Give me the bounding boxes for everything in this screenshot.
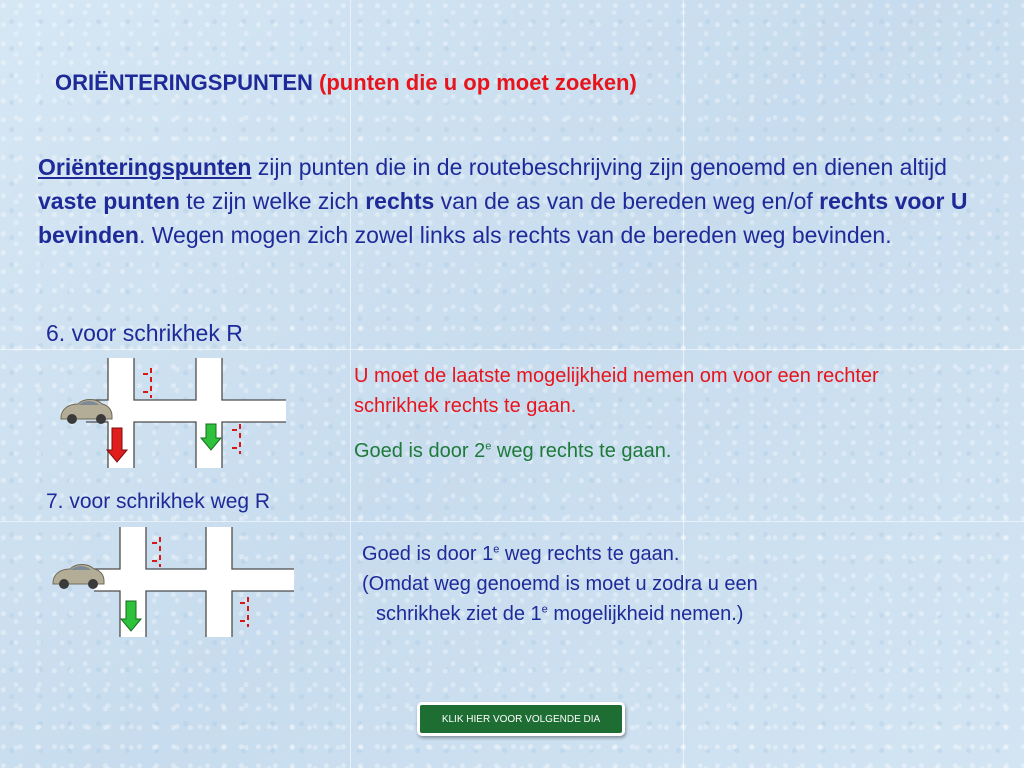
section6-good-sup: e	[485, 440, 492, 453]
section6-instruction: U moet de laatste mogelijkheid nemen om voor een rechter schrikhek rechts te gaan.	[354, 365, 879, 417]
car-icon	[61, 400, 112, 425]
section7-line3-sup: e	[541, 603, 548, 616]
intro-bold-3: rechts voor U bevinden	[38, 188, 968, 248]
background-gridline	[0, 349, 1024, 350]
car-icon	[53, 565, 104, 590]
schrikhek-icon	[143, 368, 151, 398]
intro-text-4: . Wegen mogen zich zowel links als rechts van de bereden weg bevinden.	[138, 222, 892, 248]
section7-line1	[362, 539, 982, 569]
intro-text-2: te zijn welke zich	[179, 188, 366, 214]
section7-diagram	[50, 527, 300, 637]
section7-heading: 7. voor schrikhek weg R	[46, 490, 271, 513]
schrikhek-icon	[152, 537, 160, 567]
schrikhek-icon	[240, 597, 248, 627]
section7-line1-end: weg rechts te gaan.	[499, 543, 680, 565]
section6-good-text-end: weg rechts te gaan.	[491, 440, 672, 462]
intro-text-1: zijn punten die in de routebeschrijving zijn genoemd en dienen altijd	[251, 154, 947, 180]
section6-correct-answer	[354, 440, 671, 463]
page-title	[55, 70, 637, 96]
intro-term: Oriënteringspunten	[38, 154, 252, 180]
section7-line1-sup: e	[493, 543, 500, 556]
intro-bold-2: rechts	[365, 188, 435, 214]
section7-explanation	[362, 539, 982, 629]
intro-paragraph	[38, 150, 978, 252]
section6-good-text: Goed is door 2	[354, 440, 486, 462]
section7-line3	[362, 599, 982, 629]
section7-line1-text: Goed is door 1	[362, 543, 494, 565]
title-main: ORIËNTERINGSPUNTEN	[55, 70, 313, 95]
intro-text-3: van de as van de bereden weg en/of	[434, 188, 820, 214]
section7-line2: (Omdat weg genoemd is moet u zodra u een	[362, 573, 758, 595]
section6-heading: 6. voor schrikhek R	[46, 320, 243, 346]
next-slide-button[interactable]: KLIK HIER VOOR VOLGENDE DIA	[417, 702, 625, 736]
section7-line3-end: mogelijkheid nemen.)	[547, 603, 744, 625]
schrikhek-icon	[232, 424, 240, 454]
background-gridline	[350, 0, 351, 768]
background-gridline	[0, 521, 1024, 522]
intro-bold-1: vaste punten	[38, 188, 180, 214]
title-subtitle: (punten die u op moet zoeken)	[319, 70, 637, 95]
section7-line3-text: schrikhek ziet de 1	[376, 603, 542, 625]
section6-diagram	[56, 358, 292, 468]
